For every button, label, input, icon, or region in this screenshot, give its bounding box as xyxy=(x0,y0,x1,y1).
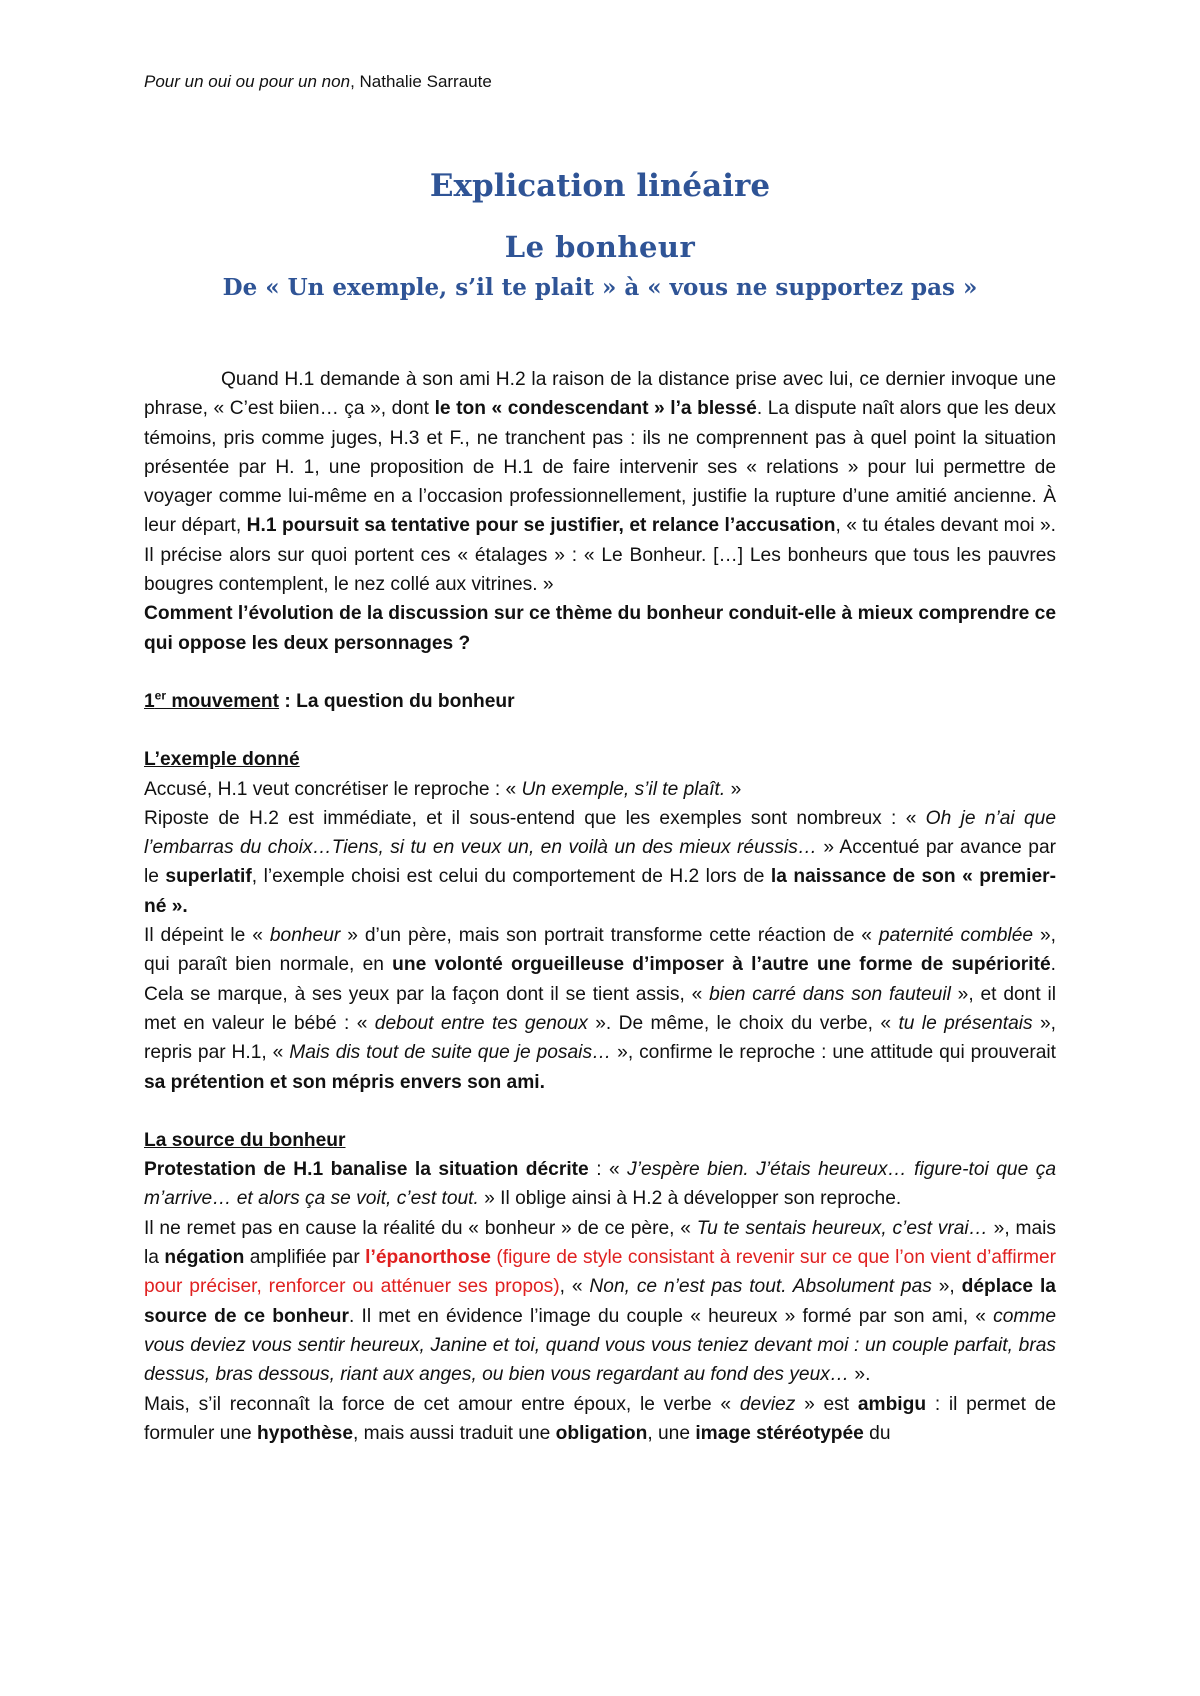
movement-number xyxy=(144,688,280,712)
spacer xyxy=(144,1097,1056,1126)
quote: bonheur xyxy=(269,925,341,947)
intro-emphasis: le ton « condescendant » l’a blessé xyxy=(434,398,757,420)
emphasis: obligation xyxy=(555,1422,648,1444)
emphasis: hypothèse xyxy=(257,1422,354,1444)
quote: tu le présentais xyxy=(898,1012,1033,1034)
section-heading xyxy=(144,745,1056,774)
emphasis: une volonté orgueilleuse d’imposer à l’autre une forme de supériorité xyxy=(392,954,1051,976)
quote: comme vous deviez vous sentir heureux, Janine et toi, quand vous vous teniez devant moi : un couple parfait, bras dessus, bras dessous, riant aux anges, ou bien vous regardant au fond des yeux… xyxy=(144,1305,1057,1386)
quote: J’espère bien. J’étais heureux… figure-toi que ça m’arrive… et alors ça se voit, c’est tout. xyxy=(144,1159,1056,1210)
intro-text: . La dispute naît alors que les deux témoins, pris comme juges, H.3 et F., ne tranchent pas : ils ne comprennent pas à quel point la situation présentée par H. 1, une proposition de H.1 de faire intervenir ses « relations » pour lui permettre de voyager comme lui-même en a l’occasion professionnellement, justifie la rupture d’une amitié ancienne. À leur départ, xyxy=(144,398,1056,537)
text: » Accentué par avance par le xyxy=(144,837,1057,888)
text: : « xyxy=(588,1159,628,1181)
text: » xyxy=(725,778,742,800)
work-title: Pour un oui ou pour un non xyxy=(144,72,351,91)
text: », confirme le reproche : une attitude qui prouverait xyxy=(611,1042,1056,1064)
emphasis: sa prétention et son mépris envers son ami. xyxy=(144,1071,545,1093)
text: » d’un père, mais son portrait transforme cette réaction de « xyxy=(340,925,879,947)
emphasis: négation xyxy=(164,1247,245,1269)
movement-sup: er xyxy=(154,688,167,703)
movement-sep: : xyxy=(279,690,297,712)
text: , mais aussi traduit une xyxy=(353,1422,556,1444)
emphasis: déplace la source de ce bonheur xyxy=(144,1276,1056,1327)
text: », et dont il met en valeur le bébé : « xyxy=(144,983,1057,1034)
text: amplifiée par xyxy=(244,1247,366,1269)
text: . Cela se marque, à ses yeux par la façon dont il se tient assis, « xyxy=(144,954,1056,1005)
text: Accusé, H.1 veut concrétiser le reproche : « xyxy=(144,778,522,800)
text: , « xyxy=(559,1276,590,1298)
section-heading xyxy=(144,1126,1056,1155)
document-subtitle: Le bonheur xyxy=(504,230,696,264)
document-body xyxy=(144,365,1056,1448)
section2-paragraph-1 xyxy=(144,1155,1056,1214)
spacer xyxy=(144,716,1056,745)
problematic xyxy=(144,599,1056,658)
section2-heading: La source du bonheur xyxy=(144,1129,346,1151)
text: Il ne remet pas en cause la réalité du « bonheur » de ce père, « xyxy=(144,1217,697,1239)
emphasis: ambigu xyxy=(857,1393,927,1415)
author-name: , Nathalie Sarraute xyxy=(350,72,492,91)
quote: bien carré dans son fauteuil xyxy=(709,983,951,1005)
intro-paragraph xyxy=(144,365,1056,599)
section1-paragraph-3 xyxy=(144,921,1056,1097)
movement-title: La question du bonheur xyxy=(296,690,515,712)
section1-paragraph-2 xyxy=(144,804,1056,921)
quote: Mais dis tout de suite que je posais… xyxy=(289,1042,612,1064)
quote: Oh je n’ai que l’embarras du choix…Tiens, si tu en veux un, en voilà un des mieux réussis… xyxy=(144,807,1057,859)
emphasis: la naissance de son « premier-né ». xyxy=(144,866,1056,917)
quote: debout entre tes genoux xyxy=(374,1012,588,1034)
text: Mais, s’il reconnaît la force de cet amour entre époux, le verbe « xyxy=(144,1393,740,1415)
quote: paternité comblée xyxy=(878,925,1034,947)
problematic-text: Comment l’évolution de la discussion sur ce thème du bonheur conduit-elle à mieux comprendre ce qui oppose les deux personnages ? xyxy=(144,603,1056,654)
movement-heading xyxy=(144,687,1056,716)
running-header xyxy=(144,72,492,92)
quote: Tu te sentais heureux, c’est vrai… xyxy=(696,1217,988,1239)
section2-paragraph-3 xyxy=(144,1390,1056,1449)
section1-heading: L’exemple donné xyxy=(144,749,300,771)
text: ». De même, le choix du verbe, « xyxy=(587,1012,899,1034)
figure-definition: (figure de style consistant à revenir sur ce que l’on vient d’affirmer pour préciser, renforcer ou atténuer ses propos) xyxy=(144,1247,1057,1298)
text: », xyxy=(931,1276,962,1298)
text: », mais la xyxy=(144,1217,1056,1269)
emphasis: superlatif xyxy=(165,866,252,888)
text: » est xyxy=(795,1393,858,1415)
quote: Un exemple, s’il te plaît. xyxy=(521,778,726,800)
section2-paragraph-2 xyxy=(144,1214,1056,1390)
intro-emphasis: H.1 poursuit sa tentative pour se justifier, et relance l’accusation xyxy=(246,515,836,537)
intro-text: , « tu étales devant moi ». Il précise alors sur quoi portent ces « étalages » : « Le Bonheur. […] Les bonheurs que tous les pauvres bougres contemplent, le nez collé aux vitrines. » xyxy=(144,515,1056,596)
emphasis: image stéréotypée xyxy=(695,1422,864,1444)
text: , l’exemple choisi est celui du comportement de H.2 lors de xyxy=(251,866,771,888)
text: » Il oblige ainsi à H.2 à développer son reproche. xyxy=(478,1188,902,1210)
text: Il dépeint le « xyxy=(144,925,270,947)
spacer xyxy=(144,658,1056,687)
text: : il permet de formuler une xyxy=(144,1393,1056,1444)
text: , une xyxy=(647,1422,696,1444)
movement-num: 1 xyxy=(144,690,155,712)
text: du xyxy=(863,1422,891,1444)
section1-paragraph-1 xyxy=(144,775,1056,804)
text: Riposte de H.2 est immédiate, et il sous-entend que les exemples sont nombreux : « xyxy=(144,807,926,829)
quote: Non, ce n’est pas tout. Absolument pas xyxy=(589,1276,932,1298)
intro-text: Quand H.1 demande à son ami H.2 la raison de la distance prise avec lui, ce dernier invoque une phrase, « C’est biien… ça », dont xyxy=(144,369,1056,420)
text: ». xyxy=(849,1364,871,1386)
movement-label: mouvement xyxy=(166,690,280,712)
document-title: Explication linéaire xyxy=(429,168,771,204)
emphasis: Protestation de H.1 banalise la situation décrite xyxy=(144,1159,589,1181)
text: », qui paraît bien normale, en xyxy=(144,925,1056,976)
extract-range: De « Un exemple, s’il te plait » à « vous ne supportez pas » xyxy=(222,274,978,301)
text: . Il met en évidence l’image du couple « heureux » formé par son ami, « xyxy=(348,1305,994,1327)
text: », repris par H.1, « xyxy=(144,1012,1057,1064)
quote: deviez xyxy=(739,1393,796,1415)
figure-term: l’épanorthose xyxy=(365,1247,491,1269)
